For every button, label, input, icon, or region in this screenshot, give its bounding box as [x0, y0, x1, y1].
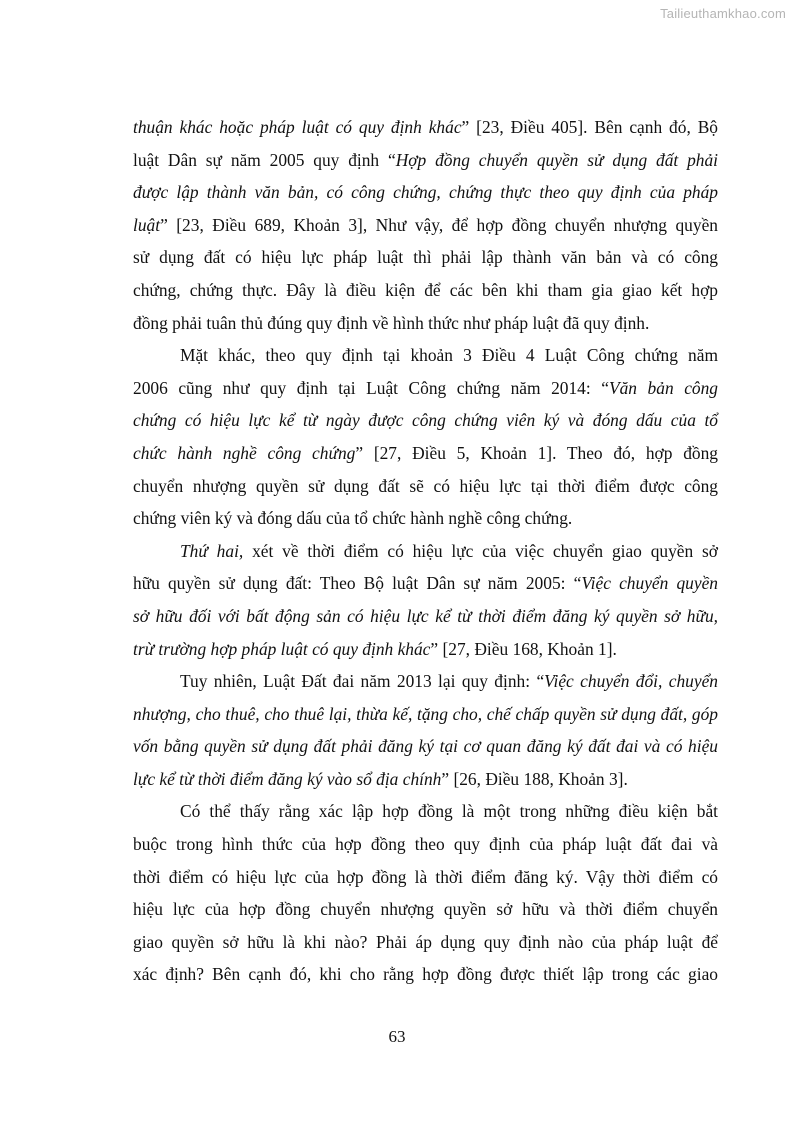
body-text: hữu quyền sử dụng đất: Theo Bộ luật Dân sự năm 2005: “	[133, 573, 582, 594]
body-text: Mặt khác, theo quy định tại khoản 3 Điều 4 Luật Công chứng năm	[180, 345, 718, 366]
body-text: Có thể thấy rằng xác lập hợp đồng là một trong những điều kiện bắt	[180, 801, 718, 822]
italic-quote-text: Văn bản công	[608, 377, 719, 398]
text-line	[133, 307, 718, 340]
text-line	[133, 958, 718, 991]
text-line	[133, 111, 718, 144]
italic-quote-text: vốn bằng quyền sử dụng đất phải đăng ký tại cơ quan đăng ký đất đai và có hiệu	[133, 736, 718, 757]
text-line	[133, 795, 718, 828]
text-line	[133, 437, 718, 470]
italic-quote-text: Việc chuyển đổi, chuyển	[544, 671, 718, 692]
body-text: buộc trong hình thức của hợp đồng theo quy định của pháp luật đất đai và	[133, 834, 718, 855]
body-text: ” [27, Điều 5, Khoản 1]. Theo đó, hợp đồng	[355, 442, 718, 463]
text-line	[133, 502, 718, 535]
text-line	[133, 730, 718, 763]
body-text: luật Dân sự năm 2005 quy định “	[133, 149, 396, 170]
page-body	[133, 111, 718, 991]
text-line	[133, 828, 718, 861]
text-line	[133, 665, 718, 698]
italic-quote-text: nhượng, cho thuê, cho thuê lại, thừa kế, tặng cho, chế chấp quyền sử dụng đất, góp	[133, 703, 718, 724]
text-line	[133, 144, 718, 177]
italic-quote-text: thuận khác hoặc pháp luật có quy định khác	[133, 117, 462, 137]
body-text: ” [23, Điều 405]. Bên cạnh đó, Bộ	[461, 117, 718, 137]
text-line	[133, 861, 718, 894]
body-text: ” [23, Điều 689, Khoản 3], Như vậy, để hợp đồng chuyển nhượng quyền	[160, 214, 718, 235]
italic-quote-text: luật	[133, 214, 161, 235]
body-text: 2006 cũng như quy định tại Luật Công chứng năm 2014: “	[133, 377, 609, 398]
italic-quote-text: Việc chuyển quyền	[581, 573, 718, 594]
body-text: đồng phải tuân thủ đúng quy định về hình thức như pháp luật đã quy định.	[133, 312, 650, 333]
body-text: chứng viên ký và đóng dấu của tổ chức hành nghề công chứng.	[133, 508, 573, 529]
body-text: chứng, chứng thực. Đây là điều kiện để các bên khi tham gia giao kết hợp	[133, 279, 718, 300]
text-line	[133, 372, 718, 405]
text-line	[133, 274, 718, 307]
italic-quote-text: Thứ hai,	[180, 540, 244, 561]
text-line	[133, 600, 718, 633]
body-text: giao quyền sở hữu là khi nào? Phải áp dụng quy định nào của pháp luật để	[133, 931, 718, 952]
italic-quote-text: chức hành nghề công chứng	[133, 442, 356, 463]
text-line	[133, 763, 718, 796]
text-line	[133, 567, 718, 600]
italic-quote-text: sở hữu đối với bất động sản có hiệu lực kể từ thời điểm đăng ký quyền sở hữu,	[133, 605, 718, 626]
text-line	[133, 241, 718, 274]
text-line	[133, 470, 718, 503]
text-line	[133, 535, 718, 568]
text-line	[133, 633, 718, 666]
body-text: thời điểm có hiệu lực của hợp đồng là thời điểm đăng ký. Vậy thời điểm có	[133, 866, 718, 887]
italic-quote-text: trừ trường hợp pháp luật có quy định khác	[133, 638, 431, 659]
body-text: xác định? Bên cạnh đó, khi cho rằng hợp đồng được thiết lập trong các giao	[133, 964, 718, 985]
body-text: sử dụng đất có hiệu lực pháp luật thì phải lập thành văn bản và có công	[133, 247, 718, 268]
body-text: xét về thời điểm có hiệu lực của việc chuyển giao quyền sở	[243, 540, 718, 561]
italic-quote-text: được lập thành văn bản, có công chứng, chứng thực theo quy định của pháp	[133, 182, 718, 203]
italic-quote-text: chứng có hiệu lực kể từ ngày được công chứng viên ký và đóng dấu của tổ	[133, 410, 718, 431]
italic-quote-text: Hợp đồng chuyển quyền sử dụng đất phải	[395, 149, 718, 170]
italic-quote-text: lực kể từ thời điểm đăng ký vào sổ địa chính	[133, 768, 442, 789]
text-line	[133, 698, 718, 731]
text-line	[133, 176, 718, 209]
text-line	[133, 209, 718, 242]
body-text: chuyển nhượng quyền sử dụng đất sẽ có hiệu lực tại thời điểm được công	[133, 475, 718, 496]
text-line	[133, 926, 718, 959]
body-text: ” [27, Điều 168, Khoản 1].	[430, 638, 617, 659]
body-text: Tuy nhiên, Luật Đất đai năm 2013 lại quy định: “	[180, 671, 545, 692]
text-line	[133, 893, 718, 926]
watermark-text: Tailieuthamkhao.com	[660, 6, 786, 21]
body-text: hiệu lực của hợp đồng chuyển nhượng quyền sở hữu và thời điểm chuyển	[133, 899, 718, 920]
body-text: ” [26, Điều 188, Khoản 3].	[441, 768, 628, 789]
text-line	[133, 339, 718, 372]
text-line	[133, 404, 718, 437]
page-number: 63	[388, 1027, 406, 1046]
